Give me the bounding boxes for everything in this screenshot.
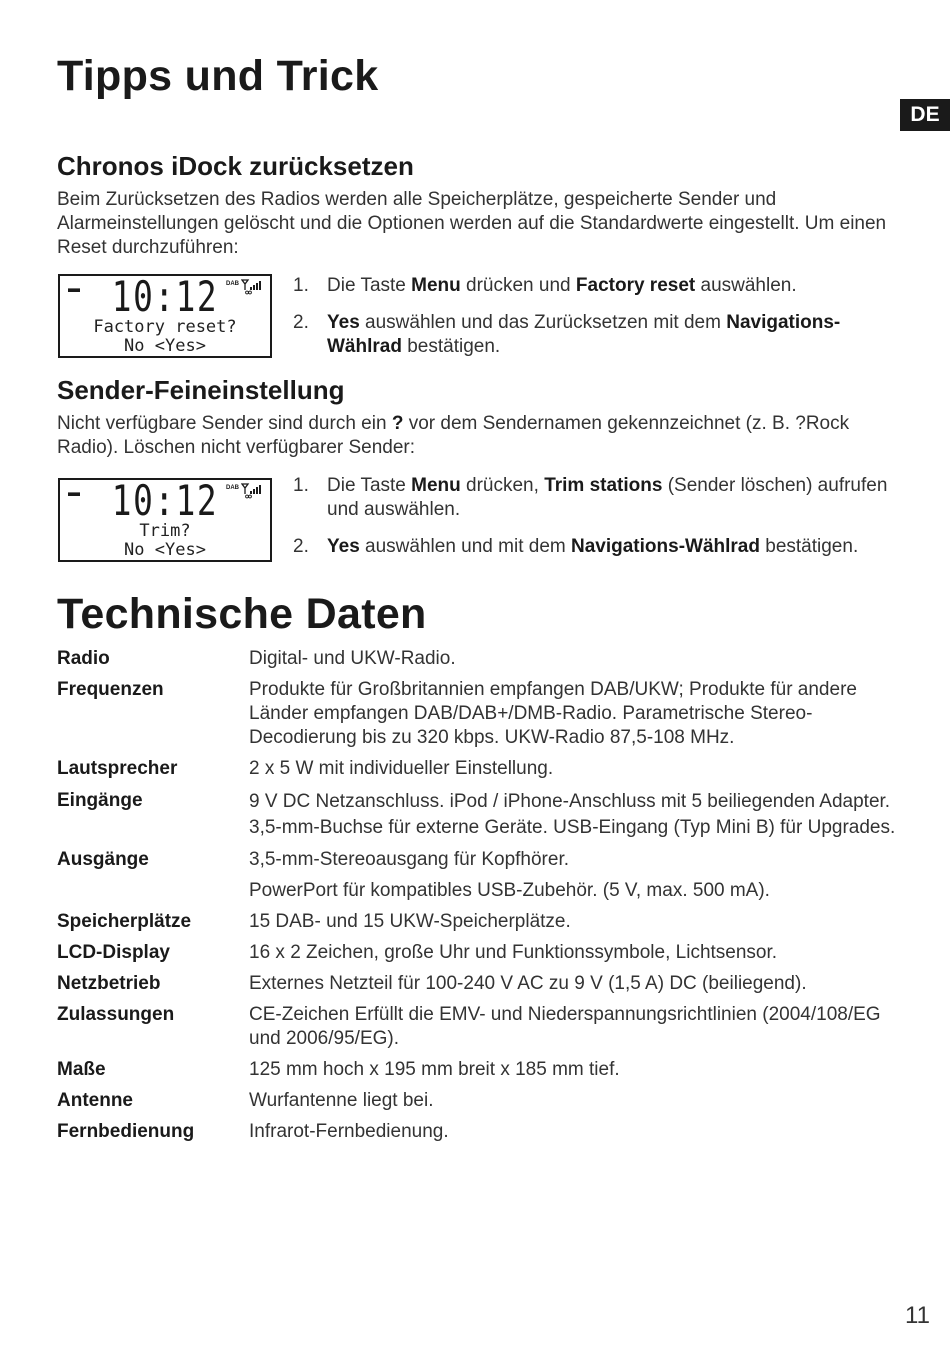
spec-value: 125 mm hoch x 195 mm breit x 185 mm tief. xyxy=(249,1059,620,1080)
spec-label: Speicherplätze xyxy=(57,911,192,932)
spec-value: 3,5-mm-Stereoausgang für Kopfhörer. PowerPort für kompatibles USB-Zubehör. (5 V, max. 500 mA). xyxy=(249,849,770,901)
lcd-band: DAB xyxy=(226,485,239,491)
spec-value: Externes Netzteil für 100-240 V AC zu 9 V (1,5 A) DC (beiliegend). xyxy=(249,973,807,994)
page-number: 11 xyxy=(905,1302,930,1329)
spec-row xyxy=(57,848,897,903)
lcd-band: DAB xyxy=(226,281,239,287)
lcd-clock: 10:12 xyxy=(111,272,219,321)
spec-value: Digital- und UKW-Radio. xyxy=(249,648,456,669)
spec-row xyxy=(57,1089,897,1113)
spec-row xyxy=(57,972,897,996)
spec-row xyxy=(57,1003,897,1051)
reset-steps xyxy=(293,274,893,372)
list-item: 1. Die Taste Menu drücken, Trim stations (Sender löschen) aufrufen und auswählen. xyxy=(293,475,888,520)
list-item: 2. Yes auswählen und das Zurücksetzen mit dem Navigations-Wählrad bestätigen. xyxy=(293,312,841,357)
spec-row xyxy=(57,789,897,841)
spec-value: 15 DAB- und 15 UKW-Speicherplätze. xyxy=(249,911,571,932)
power-plug-icon: ▬ xyxy=(68,485,80,499)
spec-label: Eingänge xyxy=(57,790,143,811)
trim-steps xyxy=(293,474,893,572)
spec-row xyxy=(57,757,897,781)
lcd-display-factory-reset xyxy=(58,274,272,358)
power-plug-icon: ▬ xyxy=(68,281,80,295)
spec-value: Wurfantenne liegt bei. xyxy=(249,1090,434,1111)
spec-label: Maße xyxy=(57,1059,106,1080)
spec-row xyxy=(57,678,897,750)
trim-intro: Nicht verfügbare Sender sind durch ein ? vor dem Sendernamen gekennzeichnet (z. B. ?Rock Radio). Löschen nicht verfügbarer Sender: xyxy=(57,413,850,458)
spec-value: Produkte für Großbritannien empfangen DAB/UKW; Produkte für andere Länder empfangen DAB/DAB+/DMB-Radio. Parametrische Stereo-Decodierung bis zu 320 kbps. UKW-Radio 87,5-108 MHz. xyxy=(249,679,857,748)
spec-row xyxy=(57,1120,897,1144)
spec-row xyxy=(57,1058,897,1082)
spec-label: Ausgänge xyxy=(57,849,149,870)
list-item: 2. Yes auswählen und mit dem Navigations-Wählrad bestätigen. xyxy=(293,536,859,557)
spec-value: Infrarot-Fernbedienung. xyxy=(249,1121,449,1142)
specs-table xyxy=(57,647,897,1151)
spec-label: Netzbetrieb xyxy=(57,973,161,994)
spec-value: 2 x 5 W mit individueller Einstellung. xyxy=(249,758,554,779)
spec-label: LCD-Display xyxy=(57,942,170,963)
trim-section-title: Sender-Feineinstellung xyxy=(57,375,345,405)
spec-value: CE-Zeichen Erfüllt die EMV- und Niederspannungsrichtlinien (2004/108/EG und 2006/95/EG). xyxy=(249,1004,881,1049)
language-badge: DE xyxy=(900,99,950,131)
spec-label: Zulassungen xyxy=(57,1004,175,1025)
list-item: 1. Die Taste Menu drücken und Factory reset auswählen. xyxy=(293,275,797,296)
spec-label: Fernbedienung xyxy=(57,1121,195,1142)
lcd-clock: 10:12 xyxy=(111,476,219,525)
spec-value: 16 x 2 Zeichen, große Uhr und Funktionssymbole, Lichtsensor. xyxy=(249,942,778,963)
specs-title: Technische Daten xyxy=(57,590,427,638)
spec-row xyxy=(57,647,897,671)
reset-section-title: Chronos iDock zurücksetzen xyxy=(57,151,414,181)
reset-intro: Beim Zurücksetzen des Radios werden alle Speicherplätze, gespeicherte Sender und Alarmeinstellungen gelöscht und die Optionen werden auf die Standardwerte eingestellt. Um einen Reset durchzuführen: xyxy=(57,189,887,258)
lcd-line-1: Factory reset? xyxy=(93,317,237,337)
lcd-line-2: No <Yes> xyxy=(124,540,206,560)
lcd-display-trim xyxy=(58,478,272,562)
lcd-line-1: Trim? xyxy=(139,521,191,541)
spec-row xyxy=(57,941,897,965)
spec-value: 9 V DC Netzanschluss. iPod / iPhone-Anschluss mit 5 beiliegenden Adapter. 3,5-mm-Buchse für externe Geräte. USB-Eingang (Typ Mini B) für Upgrades. xyxy=(249,791,896,838)
page-title: Tipps und Trick xyxy=(57,52,379,100)
spec-row xyxy=(57,910,897,934)
lcd-line-2: No <Yes> xyxy=(124,336,206,356)
spec-label: Radio xyxy=(57,648,110,669)
spec-label: Frequenzen xyxy=(57,679,164,700)
signal-strength-icon xyxy=(241,483,263,499)
spec-label: Lautsprecher xyxy=(57,758,178,779)
spec-label: Antenne xyxy=(57,1090,133,1111)
signal-strength-icon xyxy=(241,279,263,295)
